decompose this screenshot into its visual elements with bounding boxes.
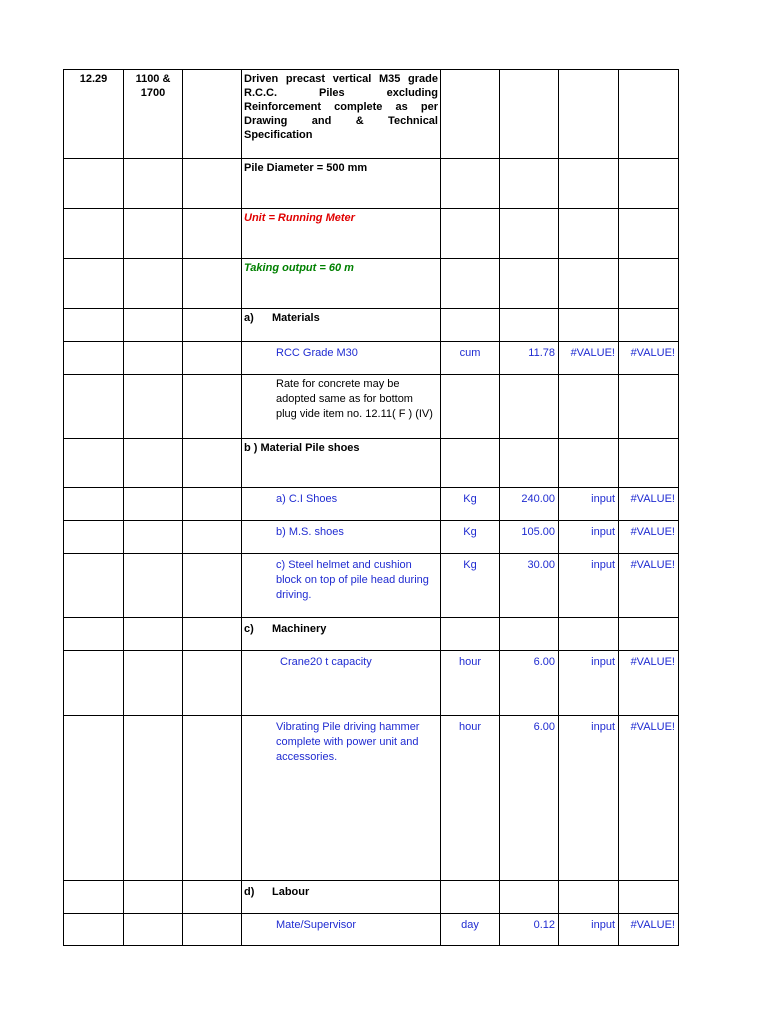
section-letter: a) bbox=[244, 312, 254, 324]
item-reference: 1100 & 1700 bbox=[124, 70, 183, 159]
row-rate: #VALUE! bbox=[559, 342, 619, 375]
output-row bbox=[64, 259, 679, 309]
unit-row bbox=[64, 209, 679, 259]
row-unit: Kg bbox=[441, 554, 500, 618]
row-amount: #VALUE! bbox=[619, 554, 679, 618]
table-row bbox=[64, 914, 679, 946]
item-number: 12.29 bbox=[64, 70, 124, 159]
row-description: c) Steel helmet and cushion block on top of pile head during driving. bbox=[242, 554, 441, 618]
row-unit: hour bbox=[441, 651, 500, 716]
row-rate: input bbox=[559, 521, 619, 554]
pile-diameter-row bbox=[64, 159, 679, 209]
row-quantity: 240.00 bbox=[500, 488, 559, 521]
item-description: Driven precast vertical M35 grade R.C.C. Piles excluding Reinforcement complete as per Drawing and & Technical Specification bbox=[242, 70, 441, 159]
table-row bbox=[64, 488, 679, 521]
section-labour-row bbox=[64, 881, 679, 914]
row-quantity: 30.00 bbox=[500, 554, 559, 618]
row-rate: input bbox=[559, 914, 619, 946]
unit-note: Unit = Running Meter bbox=[242, 209, 441, 259]
row-amount: #VALUE! bbox=[619, 342, 679, 375]
section-title-labour: Labour bbox=[272, 886, 310, 898]
table-row bbox=[64, 716, 679, 881]
table-row bbox=[64, 651, 679, 716]
row-amount: #VALUE! bbox=[619, 651, 679, 716]
row-amount: #VALUE! bbox=[619, 716, 679, 881]
row-rate: input bbox=[559, 554, 619, 618]
table-row bbox=[64, 342, 679, 375]
row-description: Vibrating Pile driving hammer complete with power unit and accessories. bbox=[242, 716, 441, 881]
row-quantity: 11.78 bbox=[500, 342, 559, 375]
row-unit: Kg bbox=[441, 521, 500, 554]
row-rate: input bbox=[559, 716, 619, 881]
section-title-pile-shoes: b ) Material Pile shoes bbox=[242, 439, 441, 488]
concrete-rate-note: Rate for concrete may be adopted same as for bottom plug vide item no. 12.11( F ) (IV) bbox=[242, 375, 441, 439]
row-amount: #VALUE! bbox=[619, 488, 679, 521]
row-rate: input bbox=[559, 488, 619, 521]
section-title-materials: Materials bbox=[272, 312, 320, 324]
row-description: a) C.I Shoes bbox=[242, 488, 441, 521]
pile-diameter: Pile Diameter = 500 mm bbox=[242, 159, 441, 209]
row-unit: cum bbox=[441, 342, 500, 375]
row-amount: #VALUE! bbox=[619, 521, 679, 554]
section-letter: c) bbox=[244, 623, 254, 635]
row-quantity: 105.00 bbox=[500, 521, 559, 554]
row-quantity: 0.12 bbox=[500, 914, 559, 946]
item-header-row bbox=[64, 70, 679, 159]
rate-analysis-table bbox=[63, 69, 679, 946]
row-description: Crane20 t capacity bbox=[242, 651, 441, 716]
table-row bbox=[64, 521, 679, 554]
output-note: Taking output = 60 m bbox=[242, 259, 441, 309]
section-materials-row bbox=[64, 309, 679, 342]
row-amount: #VALUE! bbox=[619, 914, 679, 946]
row-quantity: 6.00 bbox=[500, 651, 559, 716]
row-description: b) M.S. shoes bbox=[242, 521, 441, 554]
table-row bbox=[64, 375, 679, 439]
row-unit: hour bbox=[441, 716, 500, 881]
row-unit: day bbox=[441, 914, 500, 946]
section-letter: d) bbox=[244, 886, 255, 898]
section-machinery-row bbox=[64, 618, 679, 651]
row-description: RCC Grade M30 bbox=[242, 342, 441, 375]
section-pile-shoes-row bbox=[64, 439, 679, 488]
row-rate: input bbox=[559, 651, 619, 716]
table-row bbox=[64, 554, 679, 618]
row-description: Mate/Supervisor bbox=[242, 914, 441, 946]
row-unit: Kg bbox=[441, 488, 500, 521]
section-title-machinery: Machinery bbox=[272, 623, 327, 635]
row-quantity: 6.00 bbox=[500, 716, 559, 881]
